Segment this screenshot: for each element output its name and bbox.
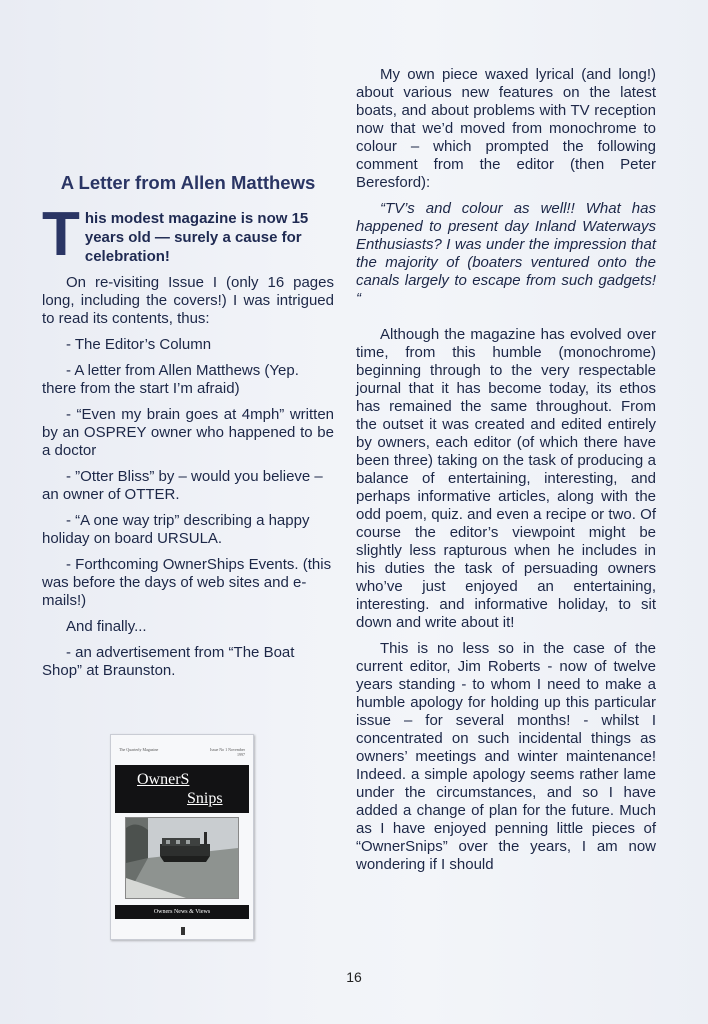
editor-quote: “TV’s and colour as well!! What has happened to present day Inland Waterways Enthusiasts? I was under the impression that the majority of (boaters ventured onto the canals largely to escape from such gadgets! “	[356, 200, 656, 307]
right-column	[356, 66, 656, 882]
left-paragraph-1: On re-visiting Issue I (only 16 pages long, including the covers!) I was intrigued to read its contents, thus:	[42, 274, 334, 327]
cover-header-left: The Quarterly Magazine	[119, 747, 159, 752]
intro-text: his modest magazine is now 15 years old — surely a cause for celebration!	[84, 210, 309, 265]
cover-header-right: Issue No 1 November 1997	[210, 747, 245, 757]
left-column	[42, 170, 334, 688]
narrowboat-illustration	[126, 818, 238, 898]
list-item: - ”Otter Bliss” by – would you believe – an owner of OTTER.	[42, 468, 323, 503]
cover-title-band	[115, 765, 249, 813]
cover-edge-mark	[181, 927, 185, 935]
cover-header	[119, 747, 245, 761]
list-item: - an advertisement from “The Boat Shop” at Braunston.	[42, 644, 295, 679]
list-item: - Forthcoming OwnerShips Events. (this was before the days of web sites and e-mails!)	[42, 556, 332, 609]
article-title: A Letter from Allen Matthews	[60, 172, 316, 193]
cover-title-line2: Snips	[187, 790, 223, 807]
right-paragraph-3: This is no less so in the case of the current editor, Jim Roberts - now of twelve years standing - to whom I need to make a humble apology for holding up this particular issue – for several months! - whilst I concentrated on such incidental things as owners’ meetings and winter maintenance! Indeed. a simple apology seems rather lame under the circumstances, and so I have added a change of plan for the future. Much as I have enjoyed penning little pieces of “OwnerSnips” over the years, I am now wondering if I should	[356, 640, 656, 873]
right-paragraph-1: My own piece waxed lyrical (and long!) about various new features on the latest boats, and about problems with TV reception now that we’d moved from monochrome to colour – which prompted the following comment from the editor (then Peter Beresford):	[356, 66, 656, 191]
intro-paragraph	[42, 200, 334, 269]
list-item: - “A one way trip” describing a happy holiday on board URSULA.	[42, 512, 310, 547]
magazine-cover-image	[110, 734, 254, 940]
cover-footer-band: Owners News & Views	[115, 905, 249, 919]
right-paragraph-2: Although the magazine has evolved over time, from this humble (monochrome) beginning through to the very respectable journal that it has become today, its ethos has remained the same throughout. From the outset it was created and edited entirely by owners, each editor (of which there have been three) taking on the task of producing a balance of entertaining, interesting, and perhaps informative articles, along with the odd poem, quiz. and even a recipe or two. Of course the editor’s viewpoint might be slightly less rapturous when he includes in his duties the task of persuading owners who’ve just enjoyed an entertaining, interesting. and informative holiday, to sit down and write about it!	[356, 326, 656, 631]
cover-title-line1: OwnerS	[137, 771, 190, 788]
cover-boat-photo	[125, 817, 239, 899]
list-item: - “Even my brain goes at 4mph” written by an OSPREY owner who happened to be a doctor	[42, 406, 334, 459]
list-item: And finally...	[66, 618, 147, 635]
list-item: - The Editor’s Column	[66, 336, 212, 353]
drop-cap: T	[42, 200, 80, 269]
page-number: 16	[346, 969, 362, 985]
list-item: - A letter from Allen Matthews (Yep. there from the start I’m afraid)	[42, 362, 299, 397]
